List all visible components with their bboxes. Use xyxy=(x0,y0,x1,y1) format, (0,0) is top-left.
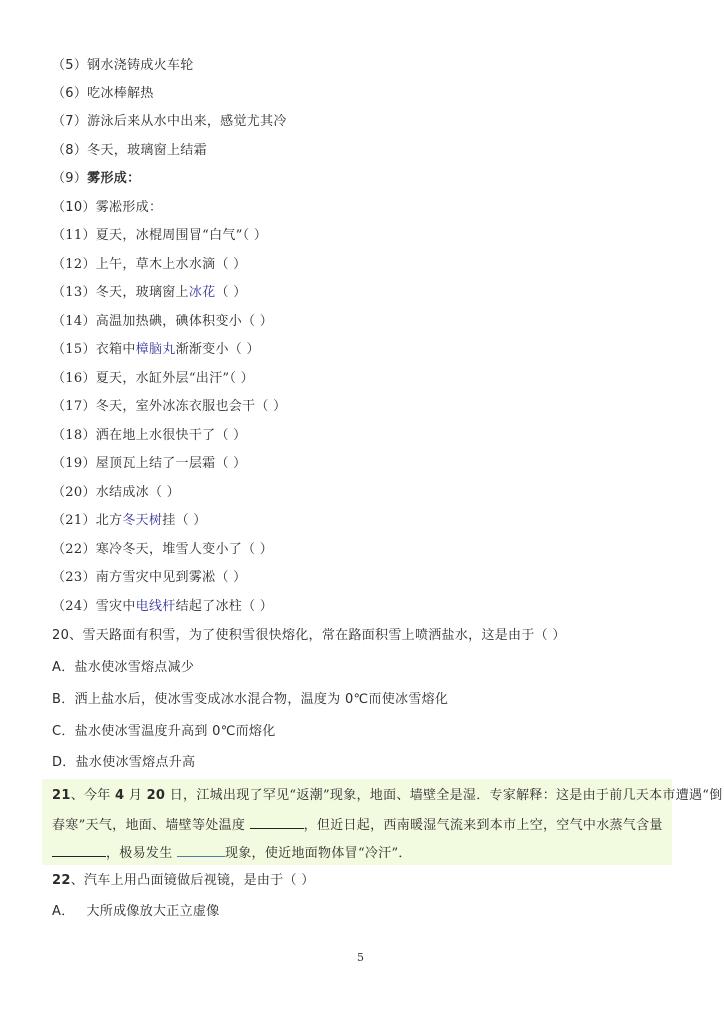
item-text: 冬天，室外冰冻衣服也会干（ ） xyxy=(95,399,287,414)
list-item xyxy=(52,256,246,274)
item-text: 北方 xyxy=(95,513,123,528)
question-text: 日，江城出现了罕见“返潮”现象，地面、墙壁全是湿．专家解释：这是由于前几天本市遭遇“倒 xyxy=(165,788,723,803)
highlighted-link-text[interactable]: 电线杆 xyxy=(135,599,176,614)
question-20-option-d xyxy=(52,754,195,772)
item-text: 南方雪灾中见到雾凇（ ） xyxy=(95,570,247,585)
item-text: 高温加热碘，碘体积变小（ ） xyxy=(95,314,274,329)
question-22-option-a xyxy=(52,903,220,921)
option-text: 盐水使冰雪熔点升高 xyxy=(75,755,196,770)
item-number: （21） xyxy=(52,513,96,528)
item-text: 游泳后来从水中出来，感觉尤其冷 xyxy=(87,114,287,129)
item-number: （23） xyxy=(52,570,96,585)
item-number: （14） xyxy=(52,314,96,329)
item-number: （24） xyxy=(52,599,96,614)
item-number: （17） xyxy=(52,399,96,414)
question-text: 月 xyxy=(124,788,147,803)
list-item xyxy=(52,113,287,131)
list-item xyxy=(52,569,246,587)
list-item xyxy=(52,313,273,331)
highlighted-link-text[interactable]: 樟脑丸 xyxy=(135,342,176,357)
item-text: （ ） xyxy=(215,285,247,300)
list-item xyxy=(52,199,162,217)
list-item xyxy=(52,170,140,188)
item-number: （19） xyxy=(52,456,96,471)
item-text: 夏天，水缸外层“出汗”（ ） xyxy=(95,371,254,386)
option-label: A． xyxy=(52,660,75,675)
item-text: 雪灾中 xyxy=(95,599,136,614)
item-text: 钢水浇铸成火车轮 xyxy=(87,58,194,73)
question-text: 现象，使近地面物体冒“冷汗”． xyxy=(224,846,412,861)
list-item xyxy=(52,284,247,302)
list-item xyxy=(52,398,286,416)
list-item xyxy=(52,85,154,103)
list-item xyxy=(52,512,207,530)
question-20-option-a xyxy=(52,659,194,677)
question-20-option-b xyxy=(52,691,448,709)
item-number: （5） xyxy=(52,58,88,73)
question-number: 20 xyxy=(52,628,70,643)
item-number: （7） xyxy=(52,114,88,129)
option-label: C． xyxy=(52,724,75,739)
option-text: 大所成像放大正立虚像 xyxy=(86,904,220,919)
item-text: 夏天，冰棍周围冒“白气”（ ） xyxy=(95,228,268,243)
item-text: 结起了冰柱（ ） xyxy=(175,599,274,614)
list-item xyxy=(52,370,254,388)
item-number: （22） xyxy=(52,542,96,557)
item-text: 上午，草木上水水滴（ ） xyxy=(95,257,247,272)
list-item xyxy=(52,341,260,359)
list-item xyxy=(52,227,267,245)
item-text: 雾凇形成： xyxy=(95,200,163,215)
list-item xyxy=(52,484,180,502)
item-text: 寒冷冬天，堆雪人变小了（ ） xyxy=(95,542,274,557)
option-label: D． xyxy=(52,755,76,770)
question-22-stem xyxy=(52,872,315,890)
item-text: 渐渐变小（ ） xyxy=(175,342,260,357)
item-text: 衣箱中 xyxy=(95,342,136,357)
option-text: 洒上盐水后，使冰雪变成冰水混合物，温度为 0℃而使冰雪熔化 xyxy=(74,692,449,707)
item-text: 洒在地上水很快干了（ ） xyxy=(95,428,247,443)
option-text: 盐水使冰雪熔点减少 xyxy=(74,660,195,675)
list-item xyxy=(52,455,246,473)
item-number: （13） xyxy=(52,285,96,300)
item-number: （18） xyxy=(52,428,96,443)
item-text: 冬天，玻璃窗上结霜 xyxy=(87,143,207,158)
list-item xyxy=(52,57,194,75)
question-text: 、汽车上用凸面镜做后视镜，是由于（ ） xyxy=(70,873,315,888)
highlighted-link-text[interactable]: 冬天树 xyxy=(122,513,163,528)
item-number: （16） xyxy=(52,371,96,386)
item-number: （15） xyxy=(52,342,96,357)
highlighted-link-text[interactable]: 冰花 xyxy=(188,285,216,300)
question-20-stem xyxy=(52,627,566,645)
question-text: ，但近日起，西南暖湿气流来到本市上空，空气中水蒸气含量 xyxy=(303,818,663,833)
item-number: （9） xyxy=(52,171,88,186)
question-21-line-1 xyxy=(52,787,723,805)
option-label: B． xyxy=(52,692,75,707)
item-text: 挂（ ） xyxy=(162,513,207,528)
month-value: 4 xyxy=(115,788,125,803)
option-text: 盐水使冰雪温度升高到 0℃而熔化 xyxy=(74,724,276,739)
item-number: （12） xyxy=(52,257,96,272)
question-number: 21 xyxy=(52,788,71,803)
item-text: 屋顶瓦上结了一层霜（ ） xyxy=(95,456,247,471)
item-number: （11） xyxy=(52,228,96,243)
answer-blank-3[interactable] xyxy=(177,843,225,857)
item-text-bold: 雾形成： xyxy=(87,171,141,186)
list-item xyxy=(52,541,273,559)
item-number: （20） xyxy=(52,485,96,500)
list-item xyxy=(52,598,273,616)
question-text: ，极易发生 xyxy=(106,846,177,861)
item-number: （10） xyxy=(52,200,96,215)
item-number: （8） xyxy=(52,143,88,158)
item-number: （6） xyxy=(52,86,88,101)
question-20-option-c xyxy=(52,723,276,741)
answer-blank-2[interactable] xyxy=(52,843,106,857)
question-21-line-3 xyxy=(52,843,412,863)
item-text: 吃冰棒解热 xyxy=(87,86,154,101)
day-value: 20 xyxy=(146,788,166,803)
list-item xyxy=(52,142,207,160)
answer-blank-1[interactable] xyxy=(250,815,304,829)
list-item xyxy=(52,427,246,445)
question-21-line-2 xyxy=(52,815,663,835)
page-number: 5 xyxy=(357,951,364,964)
item-text: 水结成冰（ ） xyxy=(95,485,180,500)
item-text: 冬天，玻璃窗上 xyxy=(95,285,189,300)
option-label: A． xyxy=(52,904,75,919)
question-text: 、今年 xyxy=(70,788,116,803)
question-text: 春寒”天气，地面、墙壁等处温度 xyxy=(52,818,250,833)
question-text: 、雪天路面有积雪，为了使积雪很快熔化，常在路面积雪上喷洒盐水，这是由于（ ） xyxy=(69,628,566,643)
question-number: 22 xyxy=(52,873,71,888)
